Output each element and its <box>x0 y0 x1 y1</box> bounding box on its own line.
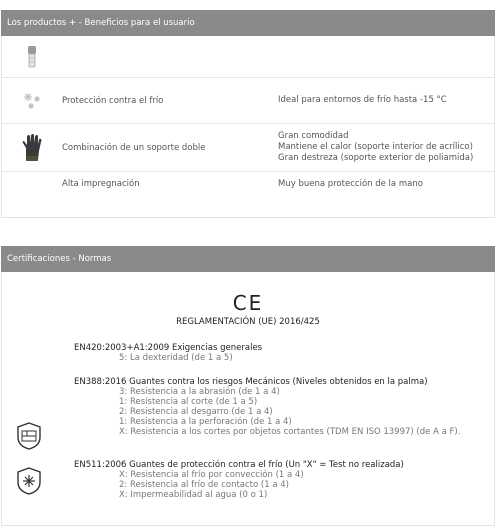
benefit-line: Muy buena protección de la mano <box>278 178 423 189</box>
product-row-1 <box>2 78 494 124</box>
ce-mark: CE <box>232 291 264 315</box>
standard-line: 1: Resistencia a la perforación (de 1 a 4) <box>119 417 292 427</box>
product-row-0 <box>2 36 494 78</box>
product-row-2 <box>2 124 494 172</box>
glove-cuff-icon <box>16 36 48 77</box>
certifications-header: Certificaciones - Normas <box>1 246 495 272</box>
standard-line: 5: La dexteridad (de 1 a 5) <box>119 353 233 363</box>
standard-title: EN420:2003+A1:2009 Exigencias generales <box>74 343 263 353</box>
standard-line: X: Resistencia al frío por convección (1 a 4) <box>119 470 304 480</box>
mechanical-risk-shield-icon <box>16 422 42 450</box>
black-glove-icon <box>16 124 48 171</box>
standard-title: EN511:2006 Guantes de protección contra el frío (Un "X" = Test no realizada) <box>74 460 404 470</box>
standard-line: X: Resistencia a los cortes por objetos cortantes (TDM EN ISO 13997) (de A a F). <box>119 427 461 437</box>
standard-line: X: Impermeabilidad al agua (0 o 1) <box>119 490 268 500</box>
standard-en388 <box>74 377 460 437</box>
standard-en420 <box>74 343 262 363</box>
benefit-line: Ideal para entornos de frío hasta -15 °C <box>278 95 447 105</box>
product-row-2-label: Combinación de un soporte doble <box>62 142 206 153</box>
product-row-3-benefit <box>278 172 423 196</box>
product-row-3-label: Alta impregnación <box>62 179 140 189</box>
products-header: Los productos + - Beneficios para el usuario <box>1 10 495 36</box>
standard-en511 <box>74 460 404 500</box>
certifications-panel <box>1 246 495 526</box>
benefit-line: Gran destreza (soporte exterior de poliamida) <box>278 153 474 163</box>
standard-line: 2: Resistencia al desgarro (de 1 a 4) <box>119 407 273 417</box>
product-row-1-label: Protección contra el frío <box>62 95 164 106</box>
product-row-3 <box>2 172 494 196</box>
snowflake-icon <box>16 78 48 123</box>
product-row-1-benefit <box>278 78 447 123</box>
cold-protection-shield-icon <box>16 467 42 495</box>
regulation-text: REGLAMENTACIÓN (UE) 2016/425 <box>176 317 320 327</box>
product-row-2-benefit <box>278 124 473 171</box>
standard-line: 2: Resistencia al frío de contacto (1 a 4) <box>119 480 289 490</box>
products-panel <box>1 10 495 218</box>
standard-title: EN388:2016 Guantes contra los riesgos Mecánicos (Niveles obtenidos en la palma) <box>74 377 428 387</box>
benefit-line: Mantiene el calor (soporte interior de acrílico) <box>278 142 473 152</box>
standard-line: 3: Resistencia a la abrasión (de 1 a 4) <box>119 387 280 397</box>
standard-line: 1: Resistencia al corte (de 1 a 5) <box>119 397 258 407</box>
certifications-body <box>2 272 494 530</box>
benefit-line: Gran comodidad <box>278 131 349 141</box>
